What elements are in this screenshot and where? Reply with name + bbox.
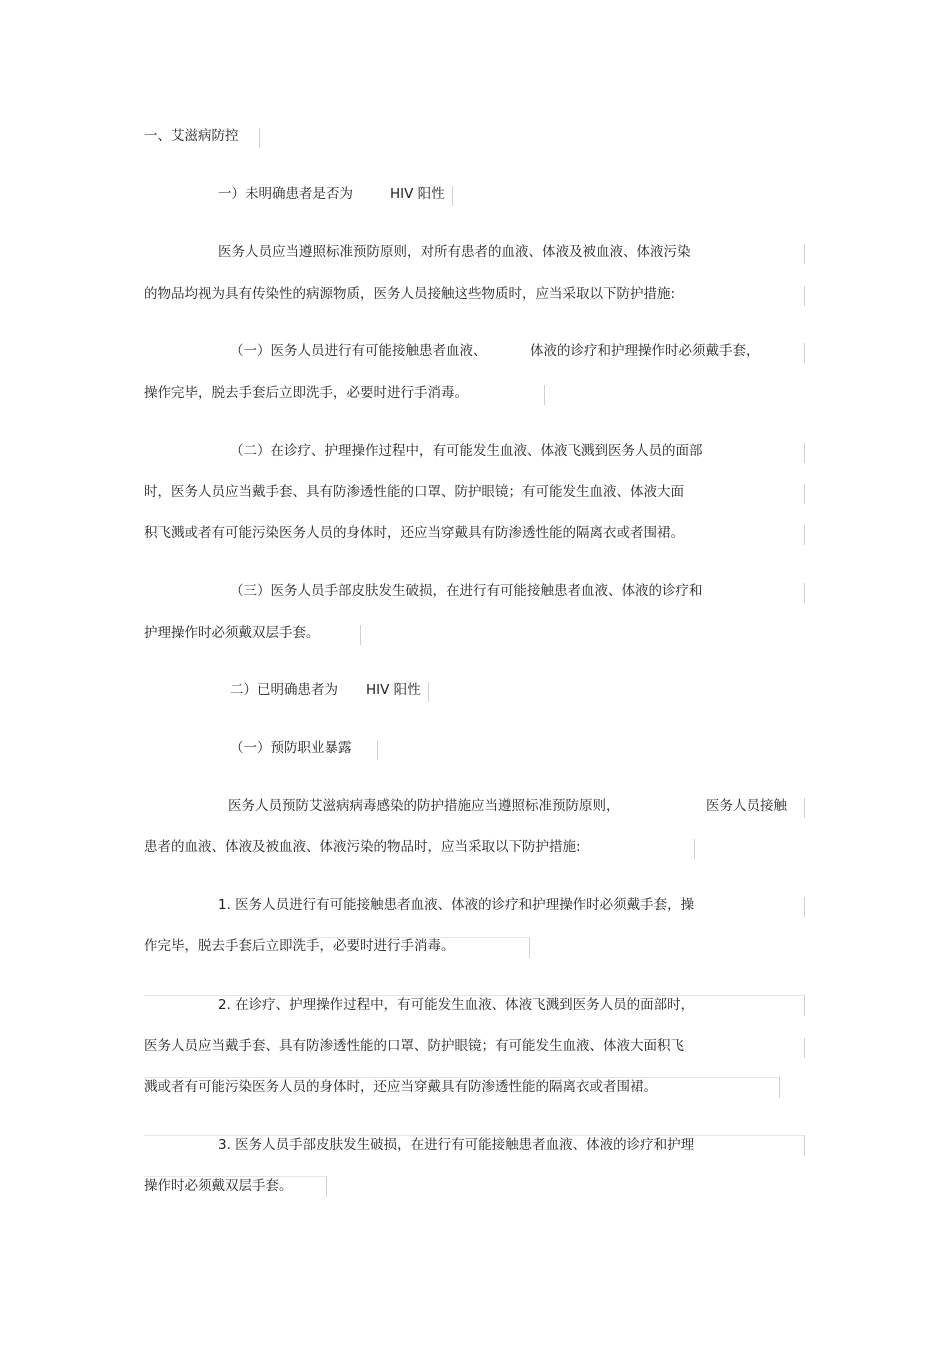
section1-item2-line1: （二）在诊疗、护理操作过程中，有可能发生血液、体液飞溅到医务人员的面部: [230, 443, 703, 459]
line-marker: [804, 244, 805, 264]
section2-intro-line1a: 医务人员预防艾滋病病毒感染的防护措施应当遵照标准预防原则，: [228, 798, 620, 814]
line-marker: [259, 128, 260, 148]
line-marker: [326, 1176, 327, 1197]
line-marker: [529, 938, 530, 958]
section1-item3-line2: 护理操作时必须戴双层手套。: [144, 625, 320, 641]
line-marker: [779, 1077, 780, 1098]
section2-intro-line2: 患者的血液、体液及被血液、体液污染的物品时，应当采取以下防护措施:: [144, 839, 581, 855]
line-marker: [804, 798, 805, 818]
section1-item1-line2: 操作完毕，脱去手套后立即洗手，必要时进行手消毒。: [144, 385, 468, 401]
section2-item2-line1: 2. 在诊疗、护理操作过程中，有可能发生血液、体液飞溅到医务人员的面部时，: [218, 997, 695, 1013]
section1-title-b: HIV 阳性: [390, 186, 445, 202]
line-marker: [544, 385, 545, 405]
section1-item2-line3: 积飞溅或者有可能污染医务人员的身体时，还应当穿戴具有防渗透性能的隔离衣或者围裙。: [144, 525, 684, 541]
section1-intro-line1: 医务人员应当遵照标准预防原则，对所有患者的血液、体液及被血液、体液污染: [218, 244, 691, 260]
section1-item1-line1a: （一）医务人员进行有可能接触患者血液、: [230, 343, 487, 359]
line-marker: [804, 343, 805, 363]
line-marker: [452, 186, 453, 206]
section2-item3-line1: 3. 医务人员手部皮肤发生破损，在进行有可能接触患者血液、体液的诊疗和护理: [218, 1137, 695, 1153]
section2-item1-line1: 1. 医务人员进行有可能接触患者血液、体液的诊疗和护理操作时必须戴手套，操: [218, 897, 695, 913]
section1-item2-line2: 时，医务人员应当戴手套、具有防渗透性能的口罩、防护眼镜；有可能发生血液、体液大面: [144, 484, 684, 500]
section1-title-a: 一）未明确患者是否为: [218, 186, 353, 202]
document-heading: 一、艾滋病防控: [144, 128, 239, 144]
line-marker: [360, 625, 361, 645]
line-marker: [804, 583, 805, 603]
line-marker: [290, 937, 530, 938]
section2-item2-line2: 医务人员应当戴手套、具有防渗透性能的口罩、防护眼镜；有可能发生血液、体液大面积飞: [144, 1038, 684, 1054]
section2-item3-line2: 操作时必须戴双层手套。: [144, 1178, 293, 1194]
line-marker: [377, 740, 378, 760]
section2-item1-line2: 作完毕，脱去手套后立即洗手，必要时进行手消毒。: [144, 938, 455, 954]
line-marker: [804, 995, 805, 1016]
line-marker: [428, 682, 429, 702]
line-marker: [694, 839, 695, 859]
section2-intro-line1b: 医务人员接触: [706, 798, 787, 814]
section2-subtitle: （一）预防职业暴露: [230, 740, 352, 756]
line-marker: [804, 286, 805, 306]
section2-item2-line3: 溅或者有可能污染医务人员的身体时，还应当穿戴具有防渗透性能的隔离衣或者围裙。: [144, 1079, 657, 1095]
line-marker: [804, 525, 805, 545]
line-marker: [804, 443, 805, 463]
line-marker: [804, 1135, 805, 1156]
section1-intro-line2: 的物品均视为具有传染性的病源物质，医务人员接触这些物质时，应当采取以下防护措施:: [144, 286, 676, 302]
section2-title-b: HIV 阳性: [366, 682, 421, 698]
section2-title-a: 二）已明确患者为: [230, 682, 338, 698]
line-marker: [804, 897, 805, 917]
section1-item3-line1: （三）医务人员手部皮肤发生破损，在进行有可能接触患者血液、体液的诊疗和: [230, 583, 703, 599]
section1-item1-line1b: 体液的诊疗和护理操作时必须戴手套，: [530, 343, 760, 359]
line-marker: [804, 484, 805, 504]
line-marker: [804, 1038, 805, 1058]
